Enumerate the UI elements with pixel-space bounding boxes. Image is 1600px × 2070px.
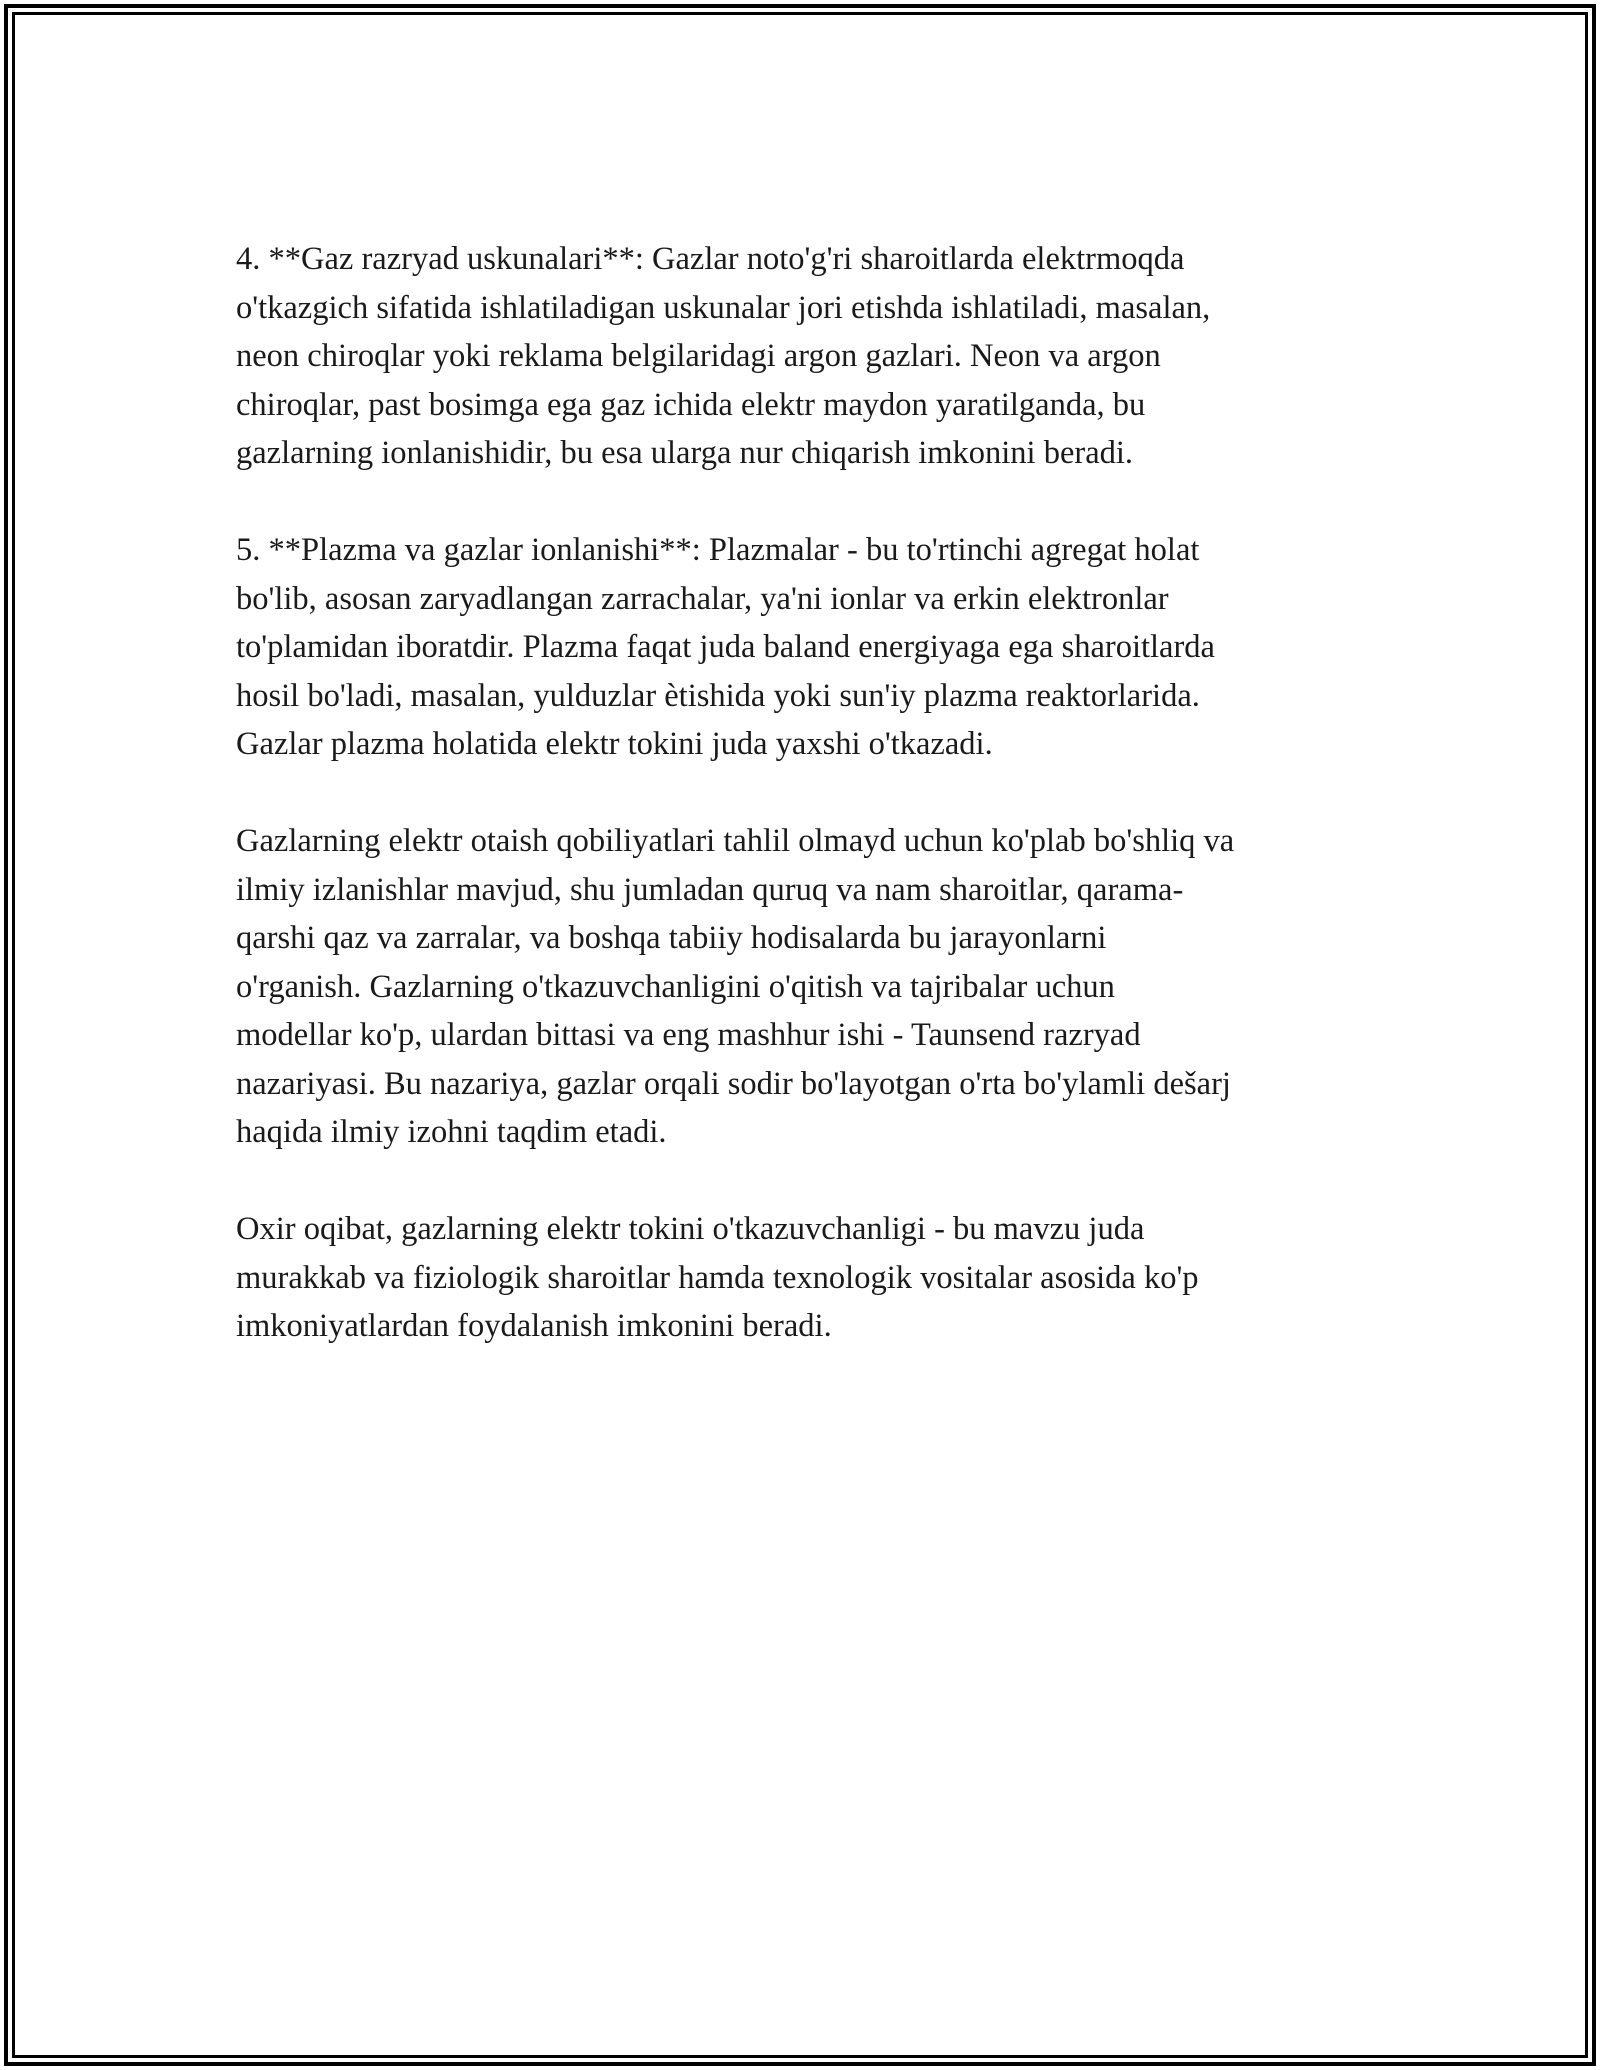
- document-body: [236, 235, 1366, 1351]
- paragraph-research: Gazlarning elektr otaish qobiliyatlari tahlil olmayd uchun ko'plab bo'shliq va ilmiy izlanishlar mavjud, shu jumladan quruq va nam sharoitlar, qarama- qarshi qaz va zarralar, va boshqa tabiiy hodisalarda bu jarayonlarni o'rganish. Gazlarning o'tkazuvchanligini o'qitish va tajribalar uchun modellar ko'p, ulardan bittasi va eng mashhur ishi - Taunsend razryad nazariyasi. Bu nazariya, gazlar orqali sodir bo'layotgan o'rta bo'ylamli dešarj haqida ilmiy izohni taqdim etadi.: [236, 823, 1235, 1150]
- paragraph-conclusion: Oxir oqibat, gazlarning elektr tokini o'tkazuvchanligi - bu mavzu juda murakkab va fiziologik sharoitlar hamda texnologik vositalar asosida ko'p imkoniyatlardan foydalanish imkonini beradi.: [236, 1211, 1199, 1344]
- paragraph-gas-discharge-devices: 4. **Gaz razryad uskunalari**: Gazlar noto'g'ri sharoitlarda elektrmoqda o'tkazgich sifatida ishlatiladigan uskunalar jori etishda ishlatiladi, masalan, neon chiroqlar yoki reklama belgilaridagi argon gazlari. Neon va argon chiroqlar, past bosimga ega gaz ichida elektr maydon yaratilganda, bu gazlarning ionlanishidir, bu esa ularga nur chiqarish imkonini beradi.: [236, 241, 1211, 471]
- paragraph-plasma-ionization: 5. **Plazma va gazlar ionlanishi**: Plazmalar - bu to'rtinchi agregat holat bo'lib, asosan zaryadlangan zarrachalar, ya'ni ionlar va erkin elektronlar to'plamidan iboratdir. Plazma faqat juda baland energiyaga ega sharoitlarda hosil bo'ladi, masalan, yulduzlar ètishida yoki sun'iy plazma reaktorlarida. Gazlar plazma holatida elektr tokini juda yaxshi o'tkazadi.: [236, 532, 1215, 762]
